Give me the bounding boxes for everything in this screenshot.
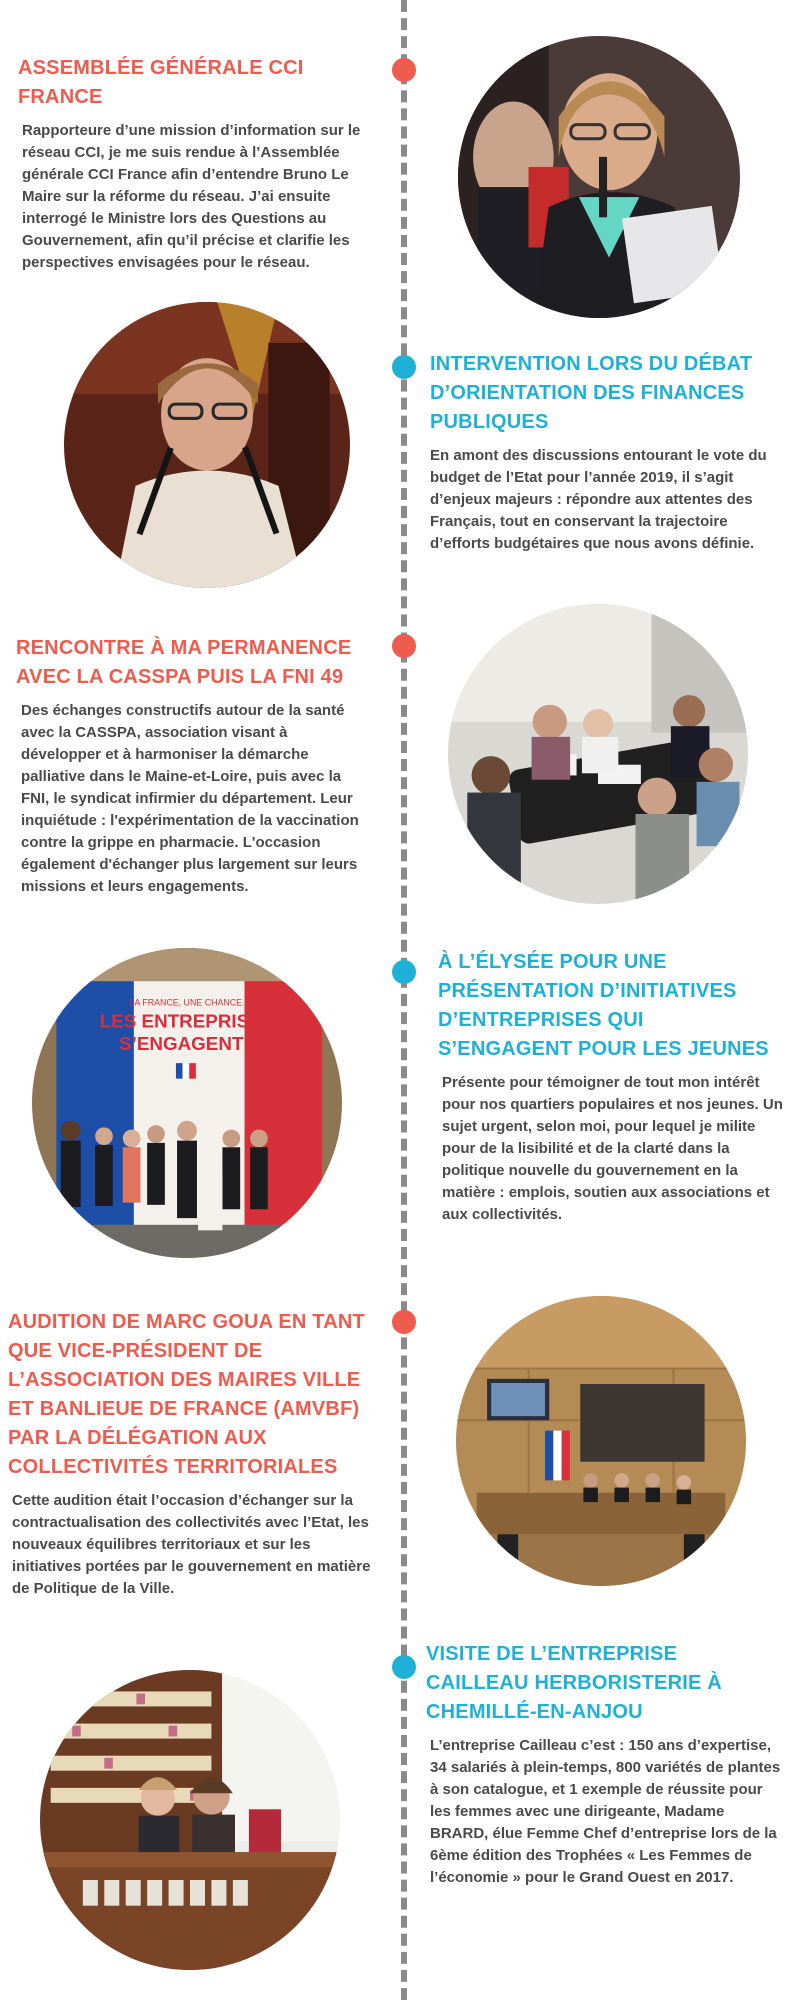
photo-meeting-permanence bbox=[448, 604, 748, 904]
event-cci-france bbox=[18, 54, 378, 274]
event-text: L’entreprise Cailleau c’est : 150 ans d’expertise, 34 salariés à plein-temps, 800 variétés de plantes à son catalogue, et 1 exemple de réussite pour les femmes avec une dirigeante, Madame BRARD, élue Femme Chef d’entreprise lors de la 6ème édition des Trophées « Les Femmes de l’économie » pour le Grand Ouest en 2017. bbox=[430, 1737, 781, 1886]
timeline-dot-5 bbox=[392, 1310, 416, 1334]
photo-cci-speaker bbox=[458, 36, 740, 318]
timeline-dot-6 bbox=[392, 1655, 416, 1679]
event-audition-goua bbox=[8, 1308, 378, 1600]
event-elysee bbox=[438, 948, 783, 1226]
banner-top-text: LA FRANCE, UNE CHANCE. bbox=[129, 997, 245, 1008]
banner-main-text-2: S’ENGAGENT ! bbox=[119, 1032, 255, 1054]
event-casspa-fni bbox=[16, 634, 366, 898]
event-title: RENCONTRE À MA PERMANENCE AVEC LA CASSPA PUIS LA FNI 49 bbox=[16, 637, 352, 688]
photo-herboristerie bbox=[40, 1670, 340, 1970]
event-title: INTERVENTION LORS DU DÉBAT D’ORIENTATION DES FINANCES PUBLIQUES bbox=[430, 353, 753, 433]
event-text: Présente pour témoigner de tout mon intérêt pour nos quartiers populaires et nos jeunes. Un sujet urgent, selon moi, pour lequel je milite pour de la lisibilité et de la clarté dans la politique nouvelle du gouvernement en la matière : emplois, soutien aux associations et aux collectivités. bbox=[442, 1074, 783, 1223]
timeline-dot-3 bbox=[392, 634, 416, 658]
photo-assembly-podium bbox=[64, 302, 350, 588]
event-title: AUDITION DE MARC GOUA EN TANT QUE VICE-PRÉSIDENT DE L’ASSOCIATION DES MAIRES VILLE ET BANLIEUE DE FRANCE (AMVBF) PAR LA DÉLÉGATION AUX COLLECTIVITÉS TERRITORIALES bbox=[8, 1311, 365, 1478]
event-title: VISITE DE L’ENTREPRISE CAILLEAU HERBORISTERIE À CHEMILLÉ-EN-ANJOU bbox=[426, 1643, 722, 1723]
event-title: À L’ÉLYSÉE POUR UNE PRÉSENTATION D’INITIATIVES D’ENTREPRISES QUI S’ENGAGENT POUR LES JEUNES bbox=[438, 951, 769, 1060]
photo-elysee-event bbox=[32, 948, 342, 1258]
timeline-dot-2 bbox=[392, 355, 416, 379]
photo-committee-room bbox=[456, 1296, 746, 1586]
event-text: Rapporteure d’une mission d’information sur le réseau CCI, je me suis rendue à l’Assemblée générale CCI France afin d’entendre Bruno Le Maire sur la réforme du réseau. J’ai ensuite interrogé le Ministre lors des Questions au Gouvernement, afin qu’il précise et clarifie les perspectives envisagées pour le réseau. bbox=[22, 122, 361, 271]
event-debat-finances bbox=[430, 350, 790, 555]
event-text: En amont des discussions entourant le vote du budget de l’Etat pour l’année 2019, il s’agit d’enjeux majeurs : répondre aux attentes des Français, tout en conservant la trajectoire d’efforts budgétaires que nous avons définie. bbox=[430, 447, 767, 552]
timeline-dot-4 bbox=[392, 960, 416, 984]
event-text: Cette audition était l’occasion d’échanger sur la contractualisation des collectivités avec l’Etat, les nouveaux équilibres territoriaux et sur les initiatives portées par le gouvernement en matière de Politique de la Ville. bbox=[12, 1492, 371, 1597]
event-text: Des échanges constructifs autour de la santé avec la CASSPA, association visant à développer et à harmoniser la démarche palliative dans le Maine-et-Loire, puis avec la FNI, le syndicat infirmier du département. Leur inquiétude : l'expérimentation de la vaccination contre la grippe en pharmacie. L'occasion également d'échanger plus largement sur leurs missions et leurs engagements. bbox=[21, 702, 359, 895]
banner-main-text-1: LES ENTREPRISES bbox=[99, 1010, 275, 1032]
timeline-dot-1 bbox=[392, 58, 416, 82]
timeline-dashed-line bbox=[401, 0, 407, 2000]
event-title: ASSEMBLÉE GÉNÉRALE CCI FRANCE bbox=[18, 57, 304, 108]
event-cailleau bbox=[426, 1640, 781, 1889]
